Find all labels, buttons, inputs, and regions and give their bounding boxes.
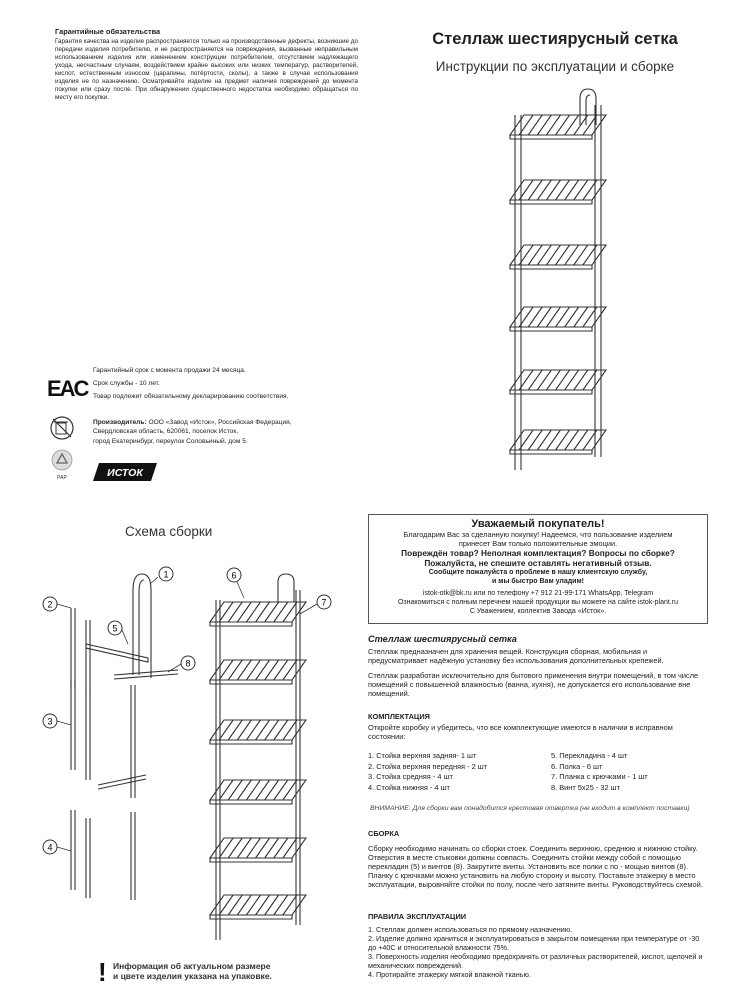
list-item: 4. Протирайте этажерку мягкой влажной тканью. xyxy=(368,970,531,979)
assembly-scheme xyxy=(38,560,338,950)
notice-line1: Благодарим Вас за сделанную покупку! Надеемся, что пользование изделием xyxy=(403,530,673,539)
svg-text:5: 5 xyxy=(112,623,118,634)
callout-7 xyxy=(317,595,331,609)
description-p2: Стеллаж разработан исключительно для бытового применения внутри помещений, в том числе помещений с повышенной влажностью (ванна, кухня), не допускается его использование вне помещений. xyxy=(368,671,699,698)
list-item: 8. Винт 5х25 - 32 шт xyxy=(551,782,620,792)
list-item: 1. Стеллаж должен использоваться по прямому назначению. xyxy=(368,925,573,934)
callout-6 xyxy=(227,568,241,582)
notice-line2: принесет Вам только положительные эмоции. xyxy=(458,539,618,548)
description-p1: Стеллаж предназначен для хранения вещей. Конструкция сборная, мобильная и предусматривает надёжную установку без использования дополнительных крепежей. xyxy=(368,647,664,665)
list-item: 4. Стойка нижняя - 4 шт xyxy=(368,782,450,792)
svg-text:3: 3 xyxy=(47,716,53,727)
svg-text:6: 6 xyxy=(231,570,237,581)
page-subtitle: Инструкции по эксплуатации и сборке xyxy=(435,59,675,74)
rules-list xyxy=(368,925,708,979)
notice-bold4: и мы быстро Вам уладим! xyxy=(492,578,584,585)
svg-text:1: 1 xyxy=(163,569,169,580)
callout-2 xyxy=(43,597,57,611)
customer-notice xyxy=(368,514,708,624)
producer-line1: ООО «Завод «Исток», Российская Федерация, xyxy=(148,419,292,426)
list-item: 2. Стойка верхняя передняя - 2 шт xyxy=(368,761,488,771)
svg-text:8: 8 xyxy=(185,658,191,669)
callout-3 xyxy=(43,714,57,728)
callout-1 xyxy=(159,567,173,581)
warranty-terms xyxy=(93,364,363,404)
svg-text:4: 4 xyxy=(47,842,53,853)
svg-text:7: 7 xyxy=(321,597,327,608)
recycle-icon xyxy=(52,450,72,481)
list-item: 7. Планка с крючками - 1 шт xyxy=(551,772,648,781)
producer-info xyxy=(93,418,363,446)
kit-list-right xyxy=(551,751,648,793)
warranty-title: Гарантийные обязательства xyxy=(55,27,161,36)
packaging-note: Информация об актуальном размере и цвете изделия указана на упаковке. xyxy=(113,961,272,981)
no-trash-icon xyxy=(51,417,73,439)
warranty-text: Гарантия качества на изделие распространяется только на производственные дефекты, возникшие до передачи изделия потребителю, и не распространяется на повреждения, вызванные неправильным использованием изделия или изменением конструкции потребителем, отсутствием надлежащего ухода, несчастным случаям, воздействием крайне высоких или низких температур, растворителей, кислот, естественным износом (царапины, потёртости, сколы), а также в случае использования изделия не по назначению. Осматривайте изделие на предмет наличия повреждений до момента покупки или сразу после. При обнаружении существенного недостатка необходимо обращаться по месту его покупки. xyxy=(55,38,358,101)
callout-5 xyxy=(108,621,122,635)
notice-title: Уважаемый покупатель! xyxy=(471,518,605,530)
callout-8 xyxy=(181,656,195,670)
notice-catalog: Ознакомиться с полным перечнем нашей продукции вы можете на сайте istok-plant.ru xyxy=(397,599,678,606)
kit-note: ВНИМАНИЕ: Для сборки вам понадобится крестовая отвертка (не входит в комплект поставки) xyxy=(370,805,690,812)
description-title: Стеллаж шестиярусный сетка xyxy=(368,634,517,644)
scheme-title: Схема сборки xyxy=(125,524,213,539)
notice-bold3: Сообщите пожалуйста о проблеме в нашу клиентскую службу, xyxy=(428,569,648,576)
page-title: Стеллаж шестиярусный сетка xyxy=(432,30,678,48)
list-item: 6. Полка - 6 шт xyxy=(551,761,603,771)
notice-bold1: Повреждён товар? Неполная комплектация? Вопросы по сборке? xyxy=(401,548,675,558)
shelf-illustration xyxy=(500,85,630,475)
notice-contact: istok-otk@bk.ru или по телефону +7 912 21-99-171 WhatsApp, Telegram xyxy=(422,590,654,597)
eac-logo: EAC xyxy=(47,376,88,401)
warranty-declaration: Товар подлежит обязательному декларированию соответствия. xyxy=(93,393,289,401)
svg-text:2: 2 xyxy=(47,599,53,610)
producer-label: Производитель: xyxy=(93,419,147,426)
assembly-text: Сборку необходимо начинать со сборки стоек. Соединить верхнюю, среднюю и нижнюю стойку. Отверстия в месте стыковки должны совпасть. Соединить стойки между собой с помощью перекладин (5) и винтов (8). Закрутите винты. Установить все полки с по - мощью винтов (8). Планку с крючками можно установить на любую сторону и высоту. Поставьте этажерку в место эксплуатации, выровняйте стойки по полу, после чего затяните винты. Руководствуйтесь схемой. xyxy=(368,844,703,889)
brand-logo-text: ИСТОК xyxy=(107,467,143,479)
assembly-title: СБОРКА xyxy=(368,829,400,838)
list-item: 3. Поверхность изделия необходимо предохранять от различных растворителей, кислот, щелочей и механических повреждений. xyxy=(368,952,703,970)
list-item: 3. Стойка средняя - 4 шт xyxy=(368,772,453,781)
kit-title: КОМПЛЕКТАЦИЯ xyxy=(368,712,430,721)
disposal-icons xyxy=(44,414,80,490)
notice-bold2: Пожалуйста, не спешите оставлять негативный отзыв. xyxy=(424,558,652,568)
rules-title: ПРАВИЛА ЭКСПЛУАТАЦИИ xyxy=(368,912,467,921)
pap-label: PAP xyxy=(57,475,67,481)
warranty-sale-term: Гарантийный срок с момента продажи 24 месяца. xyxy=(93,367,246,374)
list-item: 5. Перекладина - 4 шт xyxy=(551,751,628,760)
list-item: 2. Изделие должно храниться и эксплуатироваться в закрытом помещении при температуре от -30 до +40С и относительной влажности 75%. xyxy=(368,934,700,952)
brand-logo xyxy=(93,461,159,483)
kit-list-left xyxy=(368,751,708,793)
kit-intro: Откройте коробку и убедитесь, что все комплектующие имеются в наличии в исправном состоянии: xyxy=(368,723,673,741)
warning-mark: ! xyxy=(98,957,107,987)
producer-line2: Свердловская область, 620061, поселок Исток, xyxy=(93,428,239,436)
callout-4 xyxy=(43,840,57,854)
producer-line3: город Екатеринбург, переулок Соловьиный, дом 5. xyxy=(93,437,248,445)
warranty-service-life: Срок службы - 10 лет. xyxy=(93,380,160,388)
list-item: 1. Стойка верхняя задняя- 1 шт xyxy=(368,751,477,760)
notice-regards: С Уважением, коллектив Завода «Исток». xyxy=(469,608,607,615)
